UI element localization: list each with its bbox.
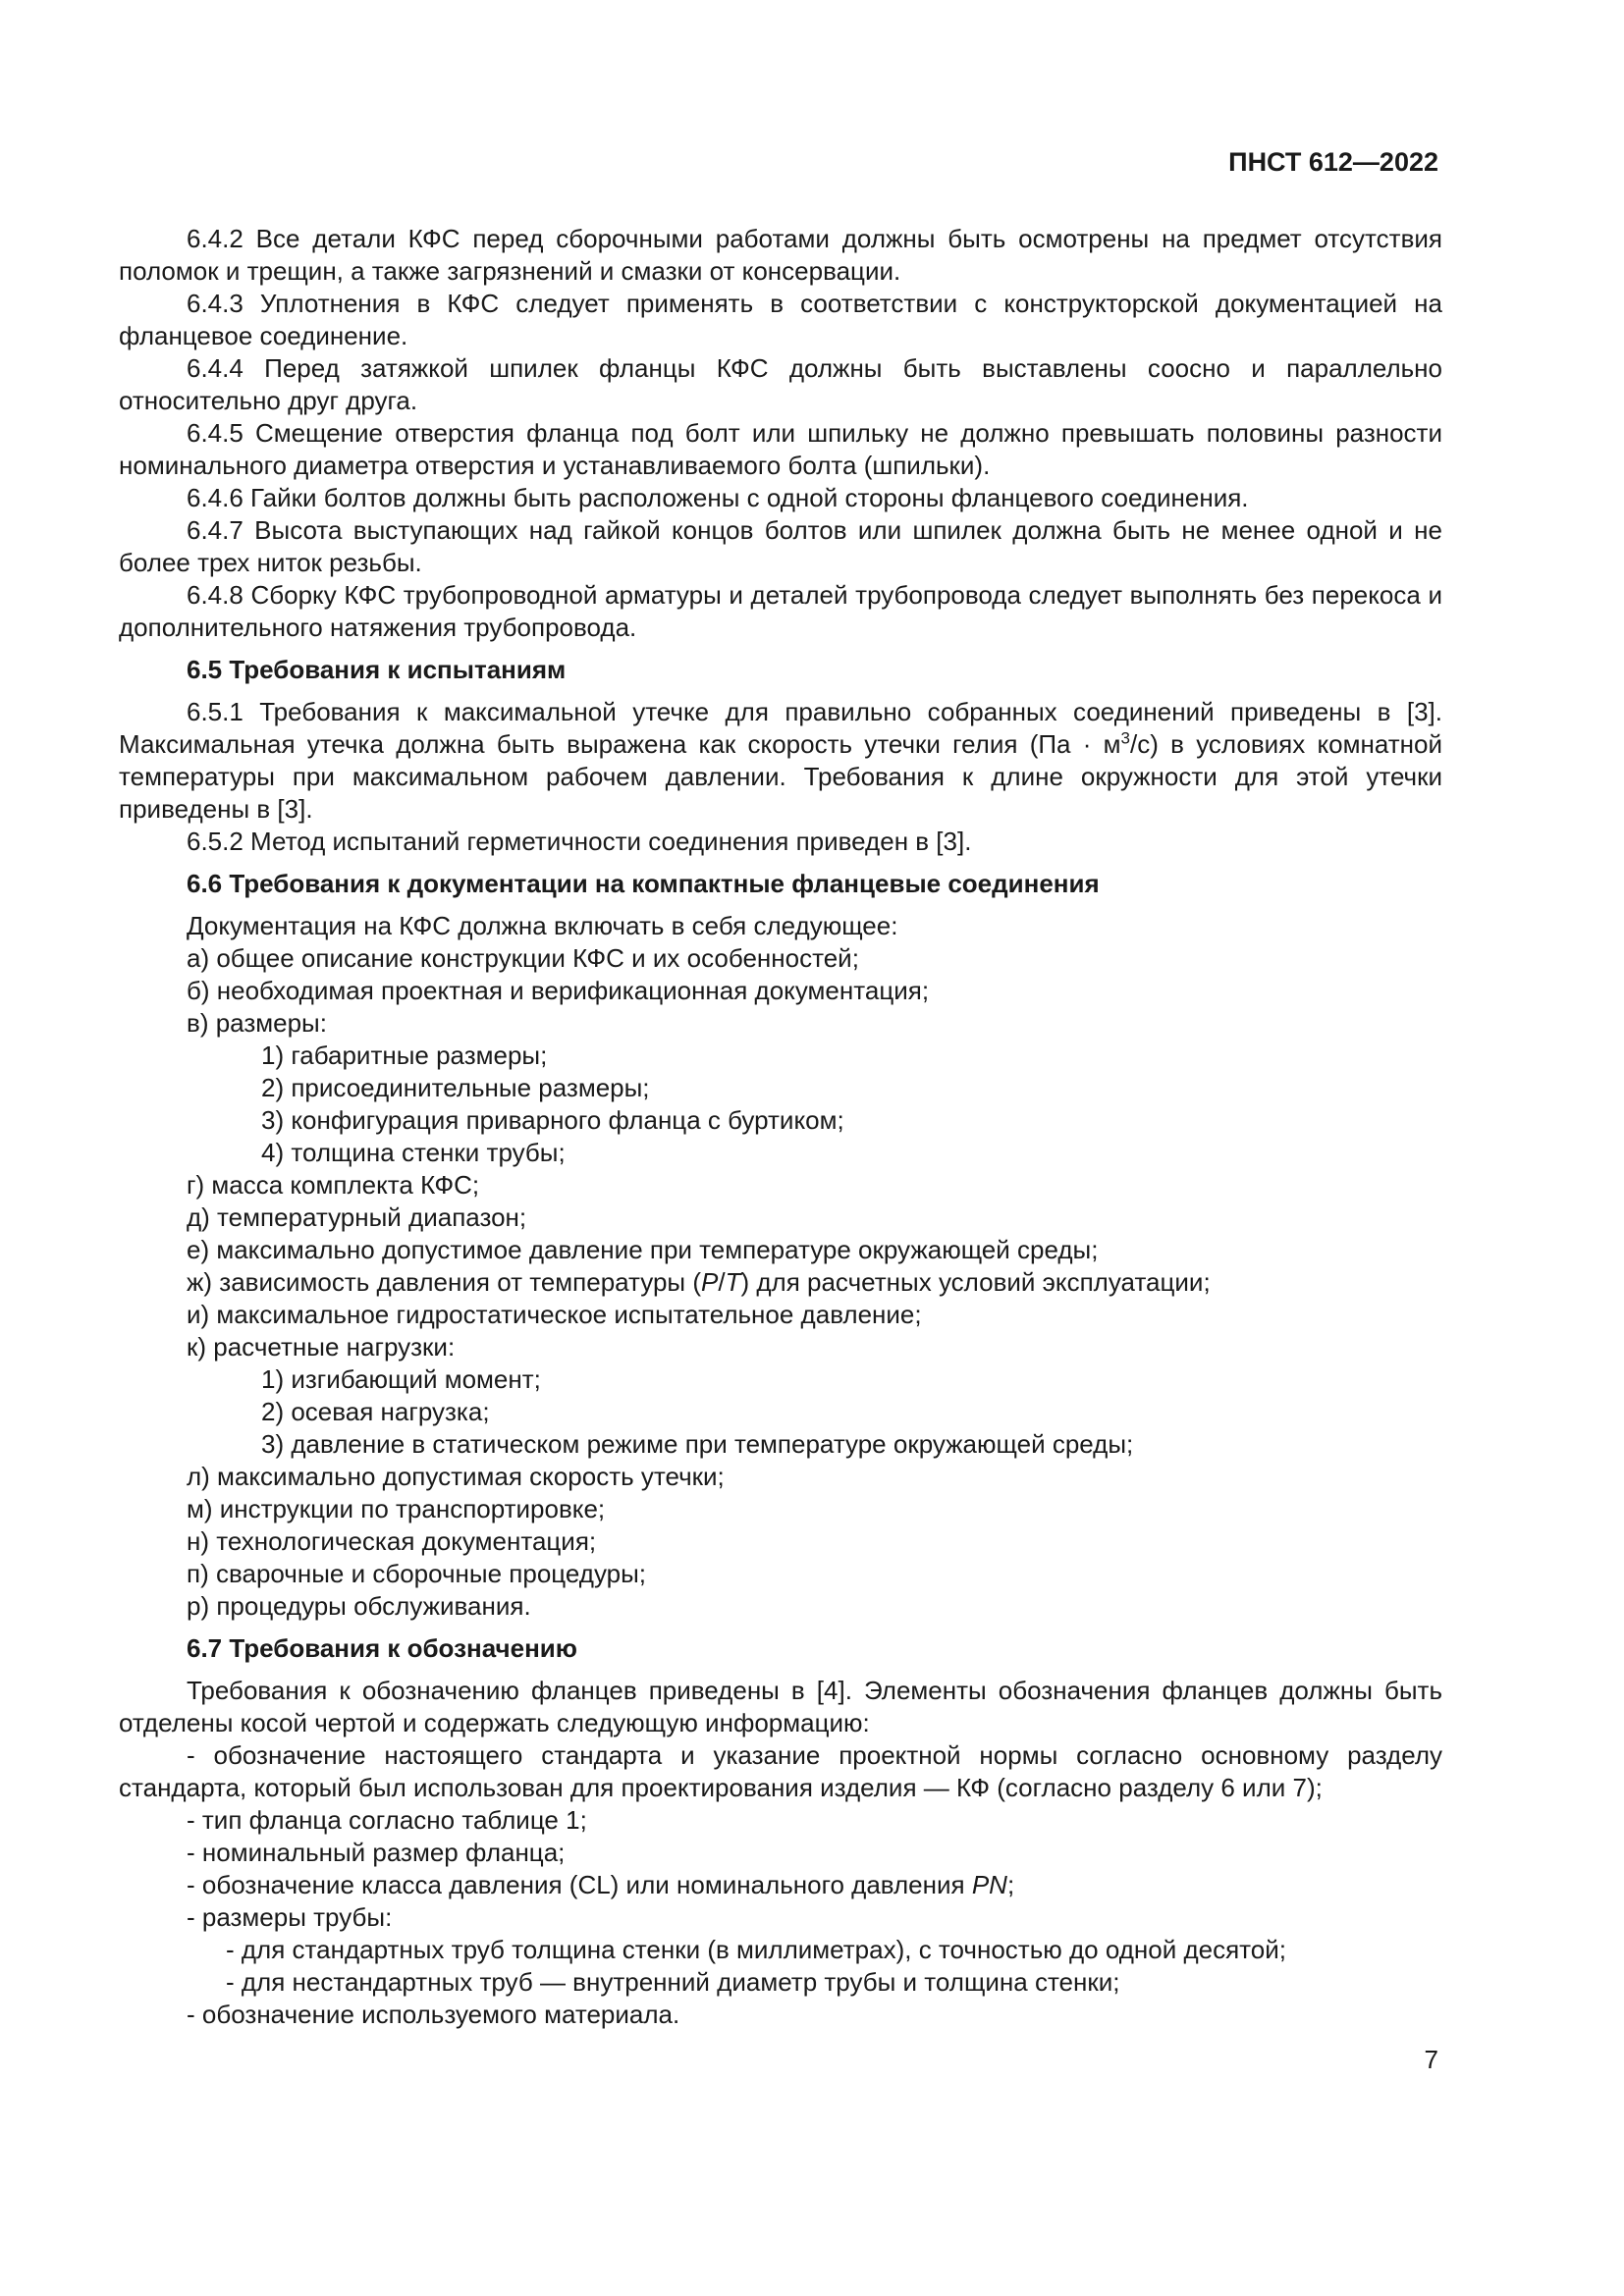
dash-subitem: - для стандартных труб толщина стенки (в миллиметрах), с точностью до одной десятой; [226,1935,1286,1964]
list-intro: Документация на КФС должна включать в себя следующее: [187,911,898,940]
page-body [119,223,1442,2031]
text-run: 6.5.1 Требования к максимальной утечке для правильно собранных соединений приведены в [3]. Максимальная утечка должна быть выражена как скорость утечки гелия (Па · м [119,697,1442,759]
paragraph: 6.4.8 Сборку КФС трубопроводной арматуры и деталей трубопровода следует выполнять без перекоса и дополнительного натяжения трубопровода. [119,580,1442,642]
paragraph: 6.4.3 Уплотнения в КФС следует применять в соответствии с конструкторской документацией на фланцевое соединение. [119,289,1442,350]
paragraph: 6.4.6 Гайки болтов должны быть расположены с одной стороны фланцевого соединения. [187,483,1249,512]
list-item: п) сварочные и сборочные процедуры; [187,1559,647,1588]
text-run: ; [1006,1870,1015,1899]
list-item: е) максимально допустимое давление при температуре окружающей среды; [187,1235,1099,1264]
paragraph: 6.4.4 Перед затяжкой шпилек фланцы КФС должны быть выставлены соосно и параллельно относительно друг друга. [119,353,1442,415]
list-subitem: 3) конфигурация приварного фланца с буртиком; [261,1105,844,1135]
text-run: ) для расчетных условий эксплуатации; [740,1267,1211,1297]
dash-item: - обозначение используемого материала. [187,2000,680,2029]
text-run: ж) зависимость давления от температуры ( [187,1267,701,1297]
dash-item: - размеры трубы: [187,1902,393,1932]
italic-symbol: P [701,1267,719,1297]
paragraph: 6.4.5 Смещение отверстия фланца под болт или шпильку не должно превышать половины разности номинального диаметра отверстия и устанавливаемого болта (шпильки). [119,418,1442,480]
list-item [119,1266,1442,1299]
paragraph: 6.4.7 Высота выступающих над гайкой концов болтов или шпилек должна быть не менее одной и не более трех ниток резьбы. [119,515,1442,577]
italic-symbol: PN [971,1870,1007,1899]
dash-item: - тип фланца согласно таблице 1; [187,1805,587,1835]
paragraph: 6.4.2 Все детали КФС перед сборочными работами должны быть осмотрены на предмет отсутствия поломок и трещин, а также загрязнений и смазки от консервации. [119,224,1442,286]
dash-item: - номинальный размер фланца; [187,1838,566,1867]
list-item: к) расчетные нагрузки: [187,1332,456,1362]
list-item: м) инструкции по транспортировке; [187,1494,606,1523]
list-subitem: 2) присоединительные размеры; [261,1073,650,1102]
paragraph: Требования к обозначению фланцев приведены в [4]. Элементы обозначения фланцев должны быть отделены косой чертой и содержать следующую информацию: [119,1676,1442,1737]
list-item: д) температурный диапазон; [187,1202,527,1232]
dash-item [119,1869,1442,1901]
page-number: 7 [1424,2045,1438,2074]
list-subitem: 2) осевая нагрузка; [261,1397,490,1426]
superscript: 3 [1120,728,1131,748]
italic-symbol: T [725,1267,741,1297]
section-heading: 6.7 Требования к обозначению [187,1633,577,1663]
paragraph: 6.5.2 Метод испытаний герметичности соединения приведен в [3]. [187,827,972,856]
list-item: р) процедуры обслуживания. [187,1591,531,1621]
list-item: г) масса комплекта КФС; [187,1170,480,1200]
dash-subitem: - для нестандартных труб — внутренний диаметр трубы и толщина стенки; [226,1967,1120,1997]
dash-item: - обозначение настоящего стандарта и указание проектной нормы согласно основному разделу стандарта, который был использован для проектирования изделия — КФ (согласно разделу 6 или 7); [119,1740,1442,1802]
list-subitem: 4) толщина стенки трубы; [261,1138,566,1167]
text-run: /с) в условиях комнатной температуры при максимальном рабочем давлении. Требования к длине окружности для этой утечки приведены в [3]. [119,729,1442,824]
text-run: / [718,1267,726,1297]
list-item: в) размеры: [187,1008,327,1038]
list-subitem: 1) изгибающий момент; [261,1364,541,1394]
paragraph [119,696,1442,826]
document-id: ПНСТ 612—2022 [1228,147,1438,177]
list-item: л) максимально допустимая скорость утечки; [187,1462,725,1491]
list-item: а) общее описание конструкции КФС и их особенностей; [187,943,859,973]
list-subitem: 3) давление в статическом режиме при температуре окружающей среды; [261,1429,1134,1459]
list-item: б) необходимая проектная и верификационная документация; [187,976,930,1005]
list-item: н) технологическая документация; [187,1526,597,1556]
list-subitem: 1) габаритные размеры; [261,1041,548,1070]
list-item: и) максимальное гидростатическое испытательное давление; [187,1300,922,1329]
section-heading: 6.5 Требования к испытаниям [187,655,567,684]
text-run: - обозначение класса давления (CL) или номинального давления [187,1870,972,1899]
section-heading: 6.6 Требования к документации на компактные фланцевые соединения [187,869,1100,898]
